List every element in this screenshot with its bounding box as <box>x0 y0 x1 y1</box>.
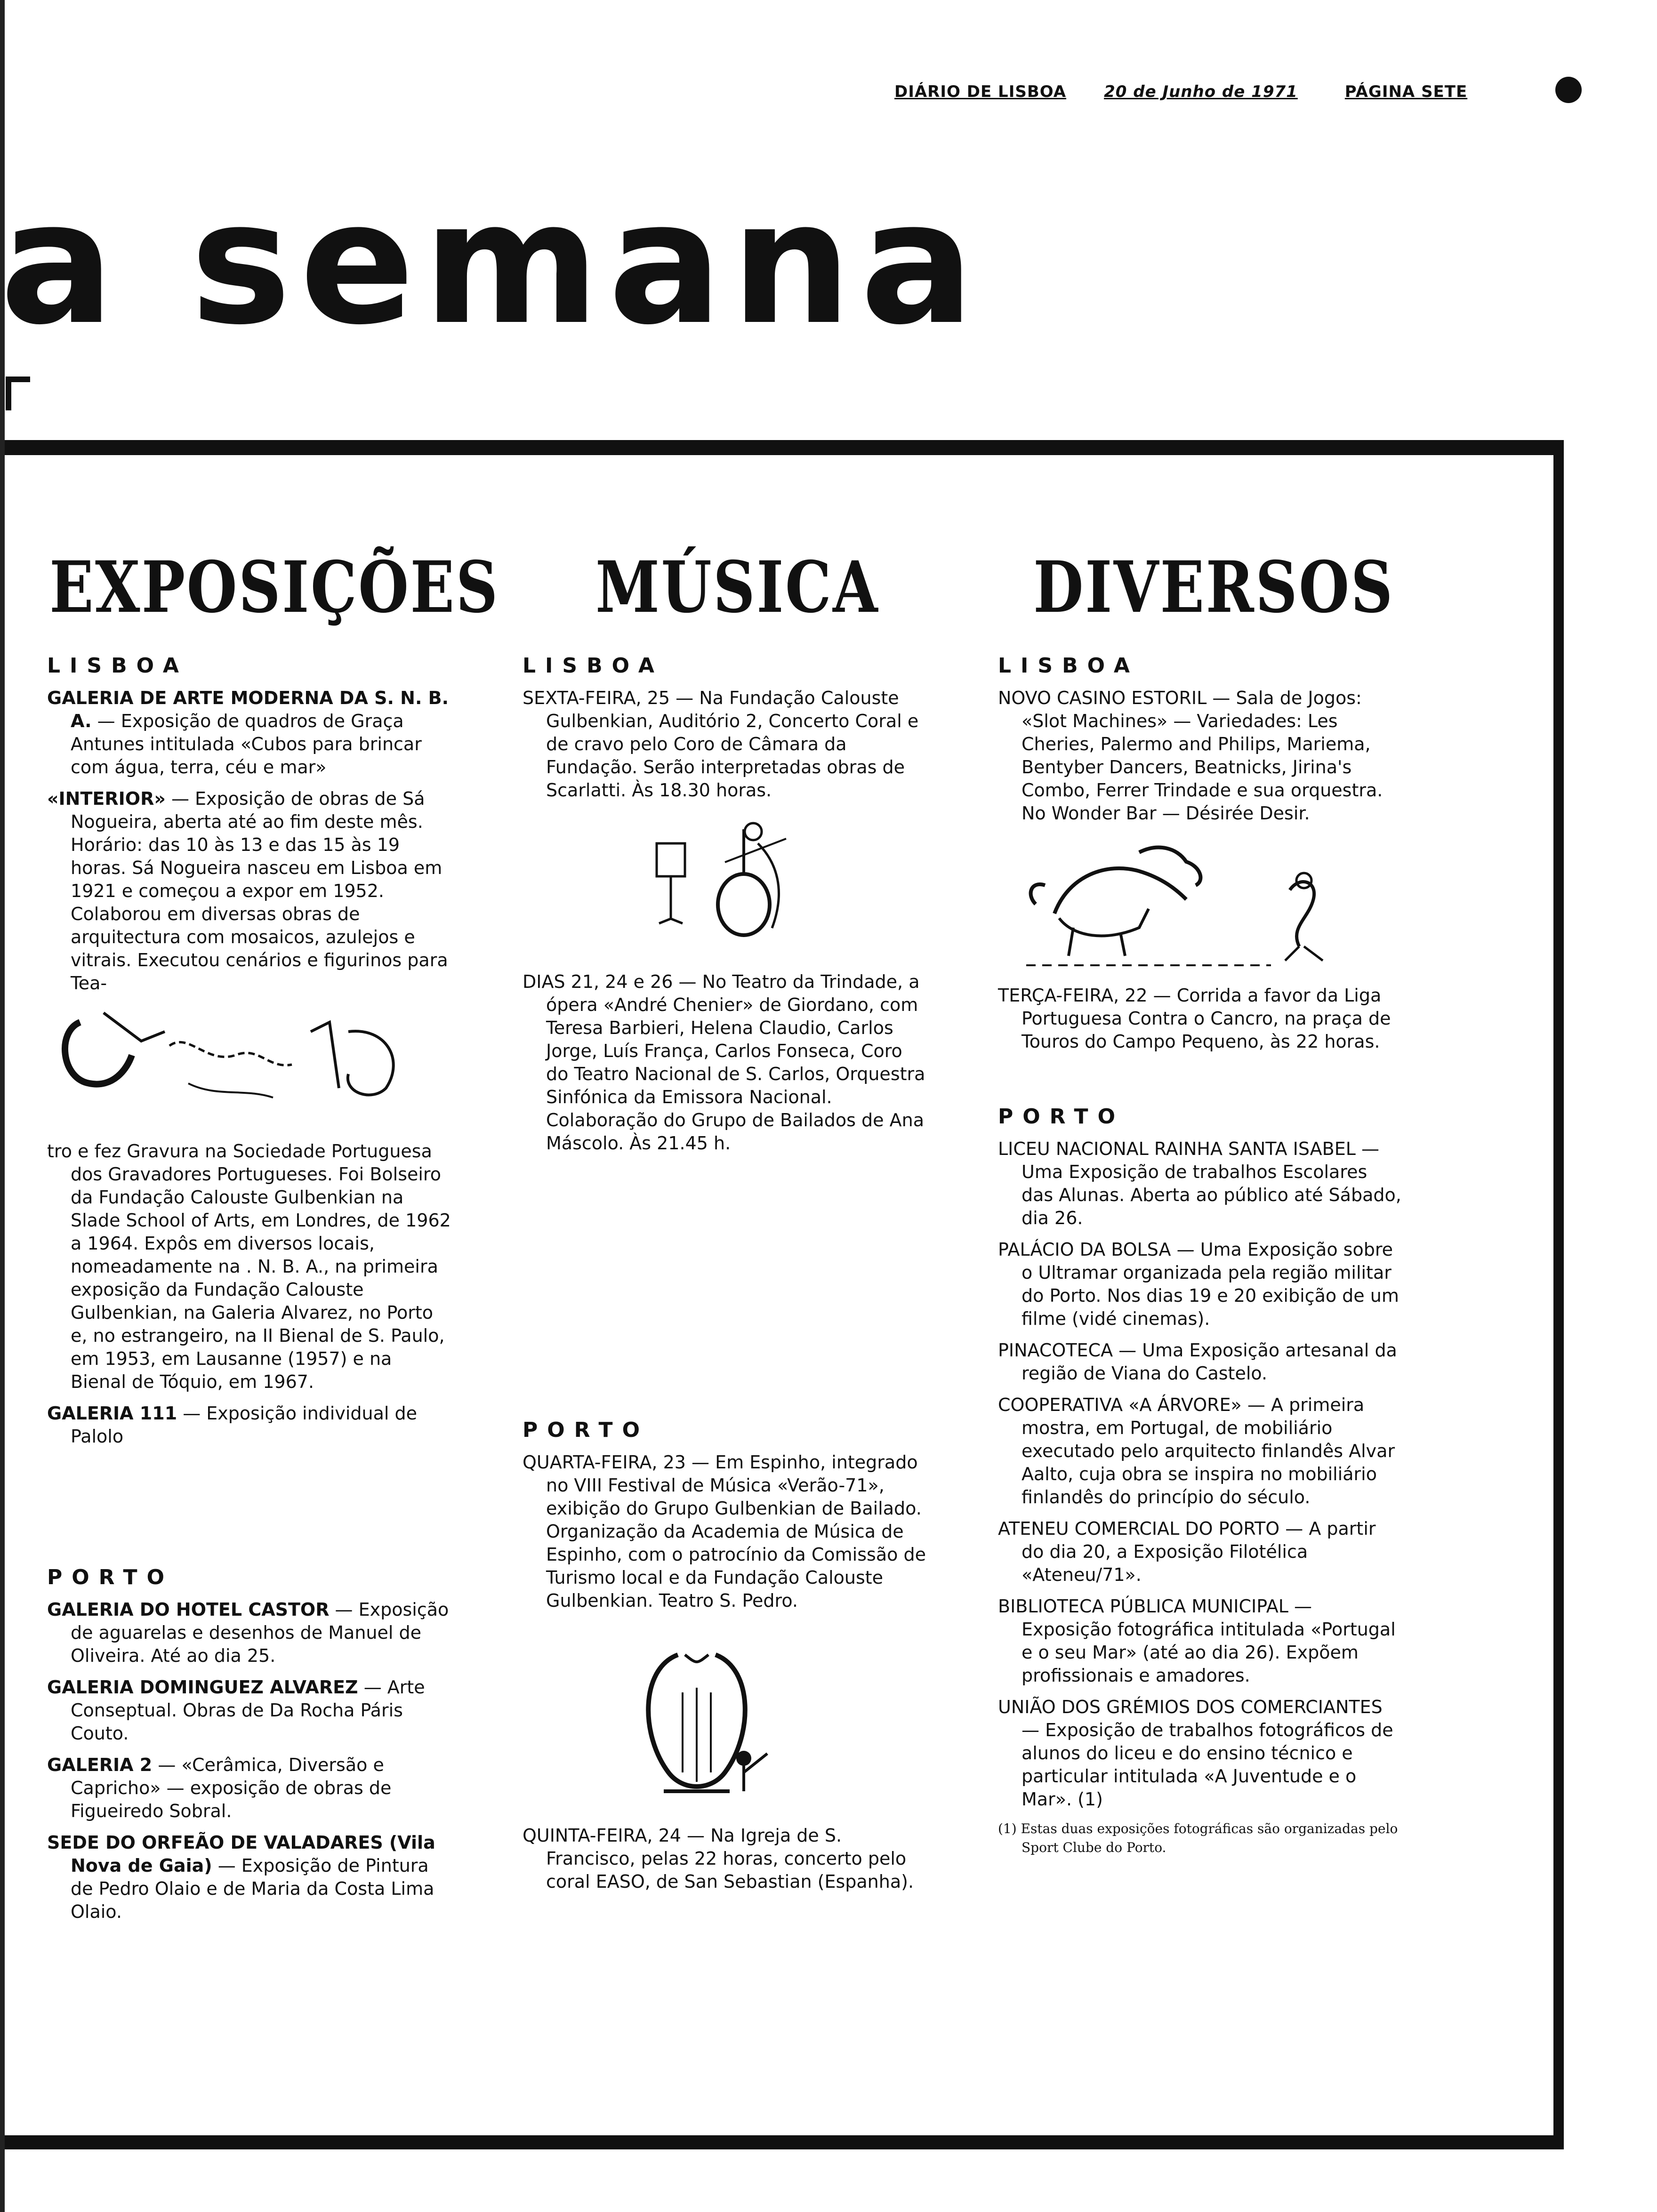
listing-entry <box>998 1238 1403 1330</box>
entry-text: — Exposição de quadros de Graça Antunes intitulada «Cubos para brincar com água, terra, céu e mar» <box>71 711 422 777</box>
entry-name: QUARTA-FEIRA, 23 <box>523 1452 686 1473</box>
listing-entry <box>998 1696 1403 1811</box>
column-diversos <box>998 654 1403 1857</box>
city-label-lisboa: LISBOA <box>998 654 1139 678</box>
listing-entry <box>998 1339 1403 1385</box>
entry-text: — Uma Exposição de trabalhos Escolares das Alunas. Aberta ao público até Sábado, dia 26. <box>1022 1138 1401 1228</box>
heading-musica: MÚSICA <box>595 546 879 629</box>
city-label-lisboa: LISBOA <box>47 654 188 678</box>
city-label-porto: PORTO <box>998 1105 1125 1129</box>
entry-name: TERÇA-FEIRA, 22 <box>998 985 1148 1006</box>
entry-name: GALERIA 2 <box>47 1755 153 1775</box>
entry-name: QUINTA-FEIRA, 24 <box>523 1825 681 1846</box>
entry-text: — Arte Conseptual. Obras de Da Rocha Páris Couto. <box>71 1677 425 1744</box>
entry-text: — Exposição de Pintura de Pedro Olaio e de Maria da Costa Lima Olaio. <box>71 1855 434 1922</box>
entry-name: GALERIA 111 <box>47 1403 177 1424</box>
entry-text: — Exposição de aguarelas e desenhos de Manuel de Oliveira. Até ao dia 25. <box>71 1599 449 1666</box>
entry-name: SEDE DO ORFEÃO DE VALADARES (Vila Nova de Gaia) <box>47 1832 435 1876</box>
masthead: DIÁRIO DE LISBOA <box>894 82 1067 101</box>
bullfight-illustration-icon <box>998 834 1384 975</box>
entry-text: — Na Fundação Calouste Gulbenkian, Auditório 2, Concerto Coral e de cravo pelo Coro de Câmara da Fundação. Serão interpretadas obras de Scarlatti. Às 18.30 horas. <box>546 688 919 801</box>
city-label-porto: PORTO <box>523 1418 649 1442</box>
page-title: a semana <box>0 165 983 362</box>
entry-text: — Exposição de obras de Sá Nogueira, aberta até ao fim deste mês. Horário: das 10 às 13 e das 15 às 19 horas. Sá Nogueira nasceu em Lisboa em 1921 e começou a expor em 1952. Colaborou em diversas obras de arquitectura com mosaicos, azulejos e vitrais. Executou cenários e figurinos para Tea- <box>71 788 448 994</box>
entry-text: — No Teatro da Trindade, a ópera «André Chenier» de Giordano, com Teresa Barbieri, Helena Claudio, Carlos Jorge, Luís França, Carlos Fonseca, Coro do Teatro Nacional de S. Carlos, Orquestra Sinfónica da Emissora Nacional. Colaboração do Grupo de Bailados de Ana Máscolo. Às 21.45 h. <box>546 971 925 1154</box>
listing-entry <box>47 1598 452 1667</box>
entry-text: tro e fez Gravura na Sociedade Portuguesa dos Gravadores Portugueses. Foi Bolseiro da Fundação Calouste Gulbenkian na Slade School of Arts, em Londres, de 1962 a 1964. Expôs em diversos locais, nomeadamente na . N. B. A., na primeira exposição da Fundação Calouste Gulbenkian, na Galeria Alvarez, no Porto e, no estrangeiro, na II Bienal de S. Paulo, em 1953, em Lausanne (1957) e na Bienal de Tóquio, em 1967. <box>47 1141 451 1392</box>
column-musica <box>523 654 927 1902</box>
entry-name: SEXTA-FEIRA, 25 <box>523 688 670 708</box>
issue-date: 20 de Junho de 1971 <box>1104 82 1298 101</box>
listing-entry <box>47 687 452 779</box>
city-label-porto: PORTO <box>47 1565 174 1589</box>
footnote: (1) Estas duas exposições fotográficas são organizadas pelo Sport Clube do Porto. <box>998 1821 1398 1855</box>
lyre-illustration-icon <box>523 1641 909 1810</box>
listing-entry <box>523 970 927 1155</box>
entry-text: — Exposição fotográfica intitulada «Portugal e o seu Mar» (até ao dia 26). Expõem profissionais e amadores. <box>1022 1596 1396 1686</box>
entry-text: — Exposição de trabalhos fotográficos de alunos do liceu e do ensino técnico e particular intitulada «A Juventude e o Mar». (1) <box>1022 1720 1393 1810</box>
entry-name: GALERIA DOMINGUEZ ALVAREZ <box>47 1677 358 1698</box>
heading-exposicoes: EXPOSIÇÕES <box>49 546 499 629</box>
entry-text: — A primeira mostra, em Portugal, de mobiliário executado pelo arquitecto finlandês Alvar Aalto, cuja obra se inspira no mobiliário finlandês do princípio do século. <box>1022 1395 1395 1507</box>
city-label-lisboa: LISBOA <box>523 654 664 678</box>
entry-text: — Sala de Jogos: «Slot Machines» — Variedades: Les Cheries, Palermo and Philips, Mariema, Bentyber Dancers, Beatnicks, Jirina's Combo, Ferrer Trindade e sua orquestra. No Wonder Bar — Désirée Desir. <box>1022 688 1383 824</box>
entry-text: — Exposição individual de Palolo <box>71 1403 418 1447</box>
entry-name: GALERIA DE ARTE MODERNA DA S. N. B. A. <box>47 688 449 731</box>
listing-entry <box>998 687 1403 825</box>
entry-text: — «Cerâmica, Diversão e Capricho» — exposição de obras de Figueiredo Sobral. <box>71 1755 392 1821</box>
entry-text: — A partir do dia 20, a Exposição Filotélica «Ateneu/71». <box>1022 1518 1376 1585</box>
listing-entry <box>998 1394 1403 1509</box>
sketch-illustration-icon <box>47 1003 433 1116</box>
cellist-illustration-icon <box>523 810 909 952</box>
listing-entry <box>523 1451 927 1612</box>
listing-entry <box>998 1517 1403 1587</box>
page-number: PÁGINA SETE <box>1344 82 1468 101</box>
listing-continuation <box>47 1140 452 1394</box>
listing-entry <box>47 787 452 995</box>
entry-name: PALÁCIO DA BOLSA <box>998 1239 1171 1260</box>
listing-entry <box>47 1402 452 1448</box>
entry-name: NOVO CASINO ESTORIL <box>998 688 1207 708</box>
listing-entry <box>998 1138 1403 1230</box>
heading-diversos: DIVERSOS <box>1033 546 1394 629</box>
page-header <box>894 73 1582 111</box>
entry-name: LICEU NACIONAL RAINHA SANTA ISABEL <box>998 1138 1356 1159</box>
entry-text: — Uma Exposição artesanal da região de Viana do Castelo. <box>1022 1340 1397 1384</box>
listing-entry <box>998 984 1403 1053</box>
entry-name: PINACOTECA <box>998 1340 1113 1361</box>
entry-name: BIBLIOTECA PÚBLICA MUNICIPAL <box>998 1596 1288 1617</box>
corner-mark <box>6 377 30 410</box>
entry-text: — Na Igreja de S. Francisco, pelas 22 horas, concerto pelo coral EASO, de San Sebastian (Espanha). <box>546 1825 914 1892</box>
listing-entry <box>47 1831 452 1923</box>
entry-name: ATENEU COMERCIAL DO PORTO <box>998 1518 1280 1539</box>
entry-text: — Uma Exposição sobre o Ultramar organizada pela região militar do Porto. Nos dias 19 e 20 exibição de um filme (vidé cinemas). <box>1022 1239 1399 1329</box>
entry-name: DIAS 21, 24 e 26 <box>523 971 673 992</box>
listing-entry <box>523 1824 927 1893</box>
column-exposicoes <box>47 654 452 1932</box>
entry-name: GALERIA DO HOTEL CASTOR <box>47 1599 330 1620</box>
entry-name: «INTERIOR» <box>47 788 166 809</box>
entry-text: — Em Espinho, integrado no VIII Festival de Música «Verão-71», exibição do Grupo Gulbenkian de Bailado. Organização da Academia de Música de Espinho, com o patrocínio da Comissão de Turismo local e da Fundação Calouste Gulbenkian. Teatro S. Pedro. <box>546 1452 926 1611</box>
listing-entry <box>47 1676 452 1745</box>
listing-entry <box>523 687 927 802</box>
entry-name: COOPERATIVA «A ÁRVORE» <box>998 1395 1242 1415</box>
entry-text: — Corrida a favor da Liga Portuguesa Contra o Cancro, na praça de Touros do Campo Pequeno, às 22 horas. <box>1022 985 1391 1052</box>
entry-name: UNIÃO DOS GRÉMIOS DOS COMERCIANTES <box>998 1697 1383 1717</box>
bullet-dot-icon <box>1555 77 1582 103</box>
listing-entry <box>47 1754 452 1823</box>
listing-entry <box>998 1595 1403 1687</box>
